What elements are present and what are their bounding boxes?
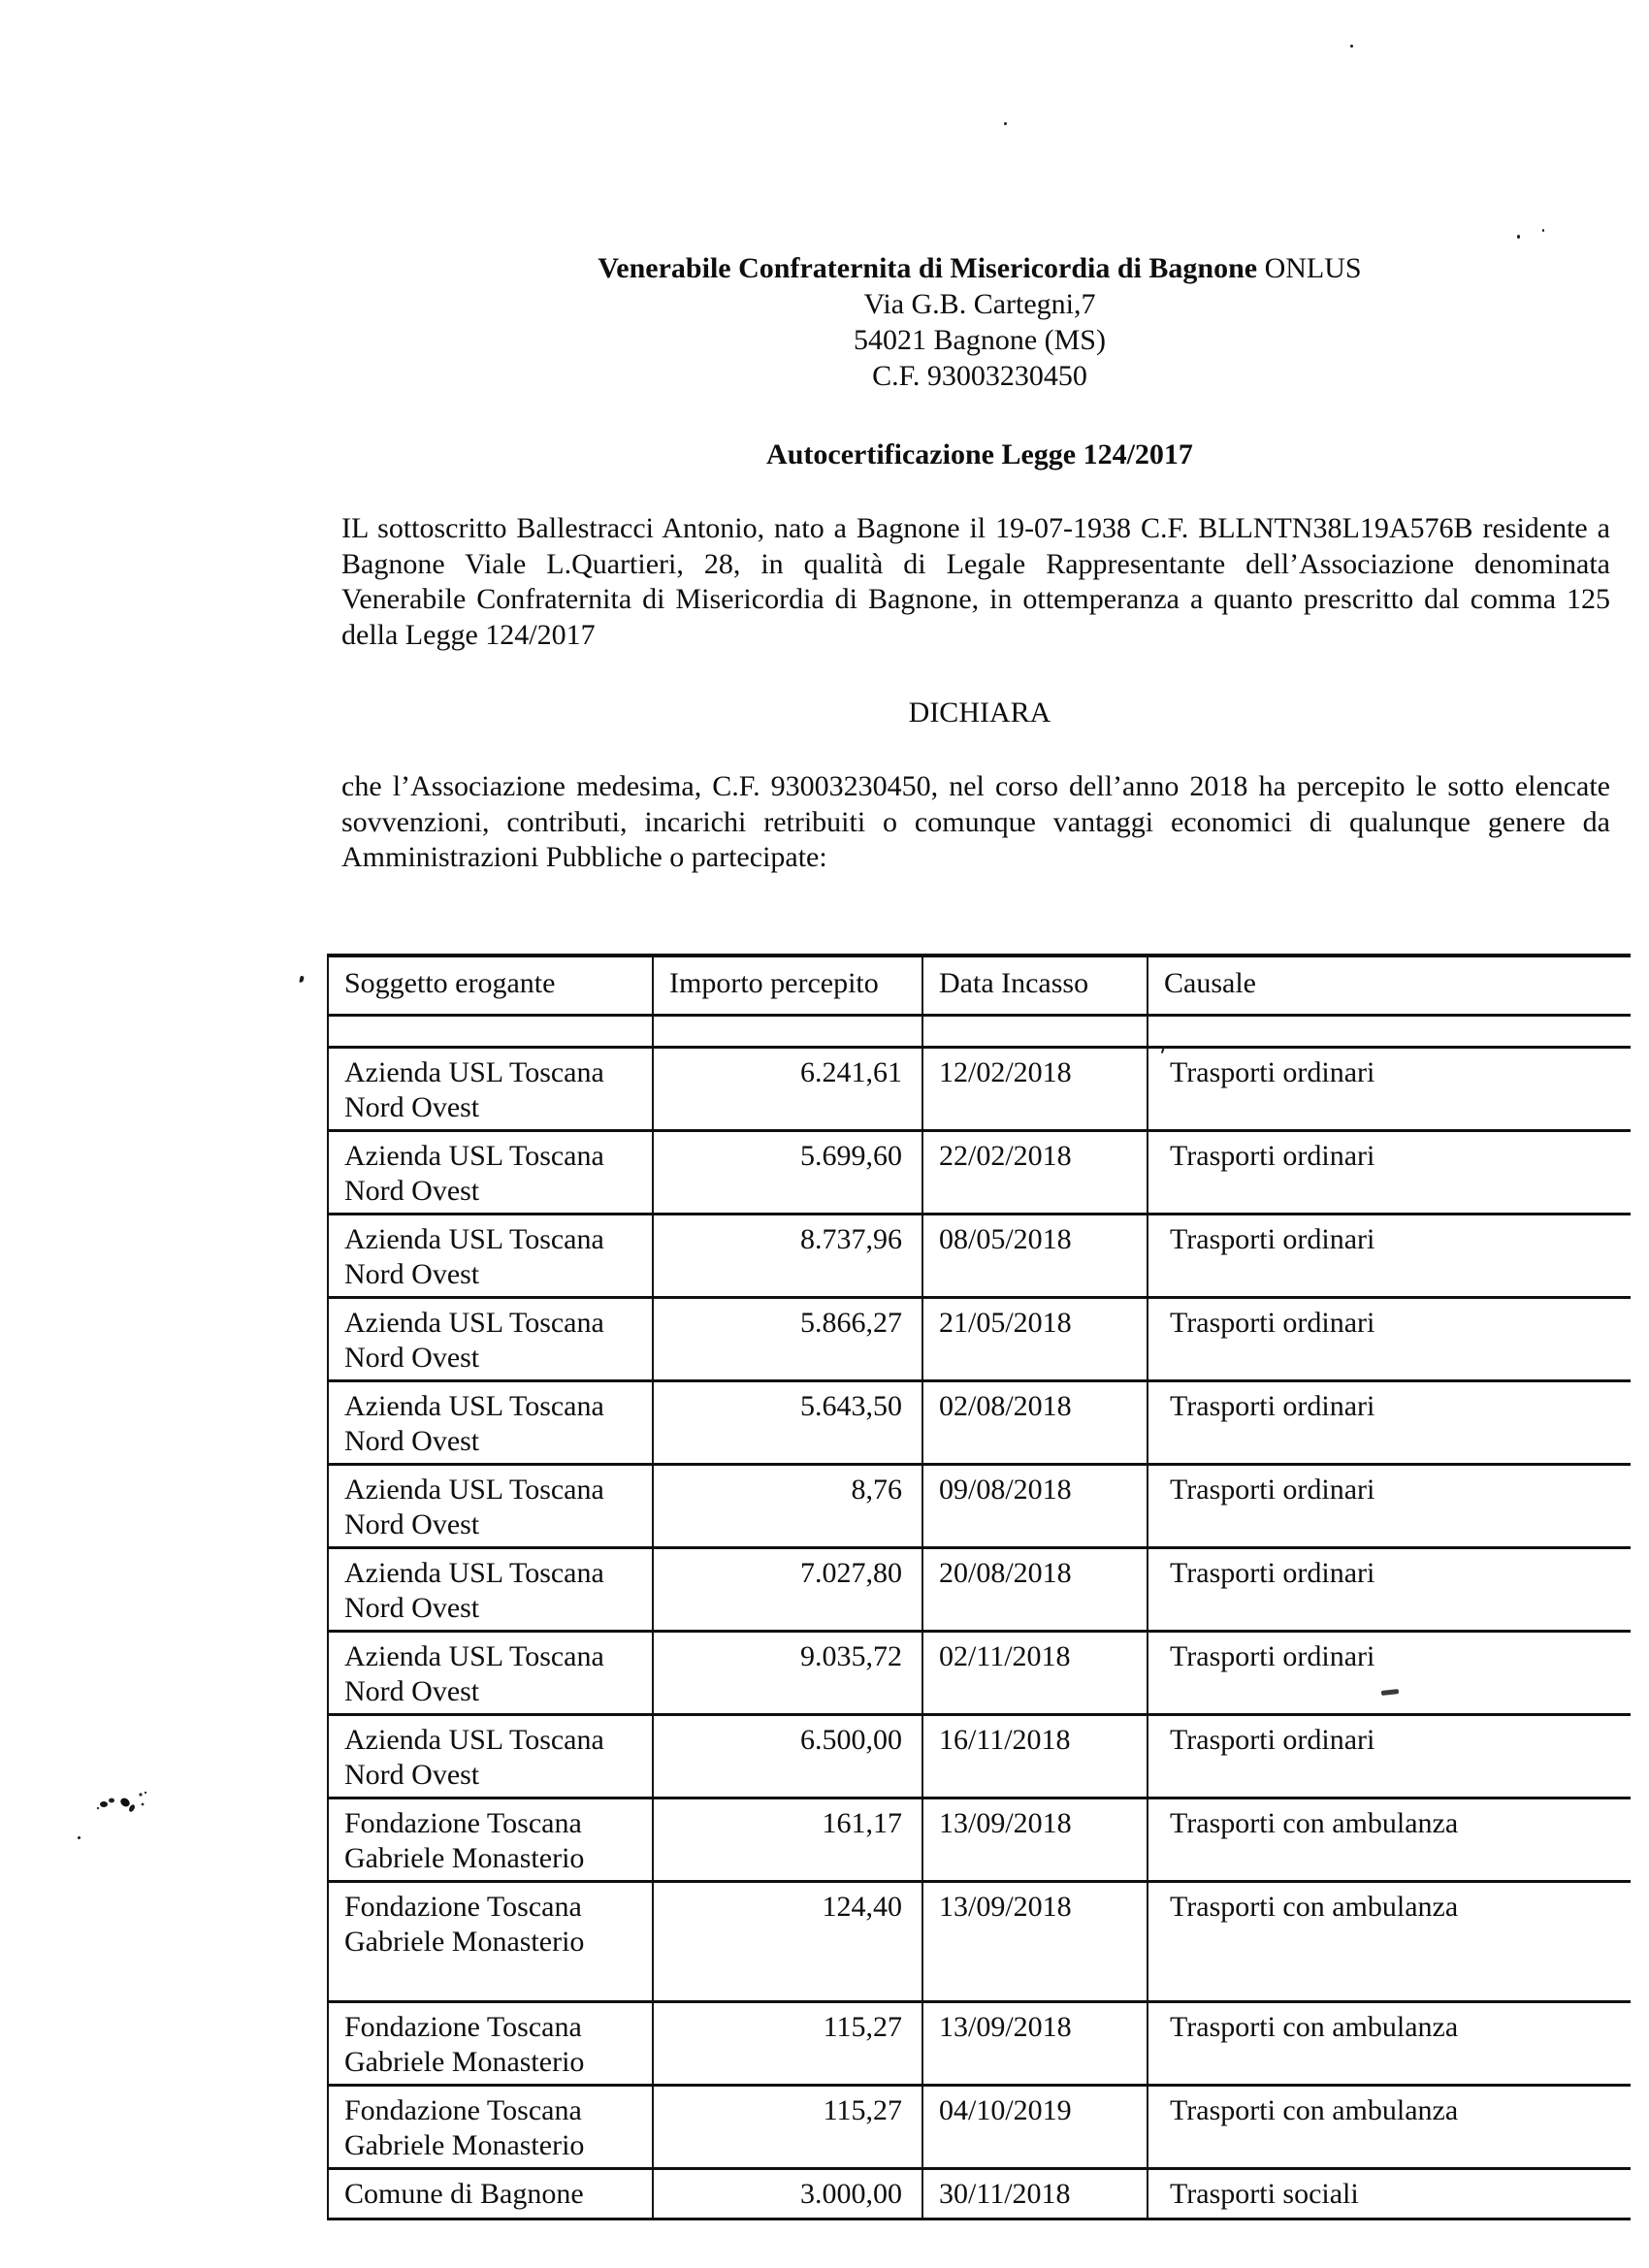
cell-importo-percepito: 8.737,96 xyxy=(653,1215,922,1298)
org-name-suffix: ONLUS xyxy=(1264,252,1362,284)
table-row xyxy=(328,1131,1631,1215)
scan-smudge xyxy=(92,1783,170,1818)
cell-importo-percepito: 6.500,00 xyxy=(653,1715,922,1798)
cell-soggetto-erogante: Fondazione Toscana Gabriele Monasterio xyxy=(328,1882,653,2002)
cell-importo-percepito: 3.000,00 xyxy=(653,2169,922,2219)
letterhead xyxy=(335,250,1625,394)
cell-data-incasso: 08/05/2018 xyxy=(922,1215,1148,1298)
col-header-soggetto-erogante: Soggetto erogante xyxy=(328,956,653,1016)
cell-causale: Trasporti ordinari xyxy=(1148,1715,1631,1798)
cell-data-incasso: 02/08/2018 xyxy=(922,1381,1148,1465)
cell-soggetto-erogante: Comune di Bagnone xyxy=(328,2169,653,2219)
cell-causale: Trasporti ordinari xyxy=(1148,1298,1631,1381)
cell-causale: Trasporti sociali xyxy=(1148,2169,1631,2219)
cell-soggetto-erogante: Fondazione Toscana Gabriele Monasterio xyxy=(328,1798,653,1882)
cell-importo-percepito: 5.699,60 xyxy=(653,1131,922,1215)
org-name-bold: Venerabile Confraternita di Misericordia di Bagnone xyxy=(598,252,1258,284)
cell-importo-percepito: 7.027,80 xyxy=(653,1548,922,1632)
declaration-heading: DICHIARA xyxy=(908,697,1051,729)
table-header-row xyxy=(328,956,1631,1016)
scan-artifact xyxy=(1350,45,1353,48)
intro-paragraph: IL sottoscritto Ballestracci Antonio, nato a Bagnone il 19-07-1938 C.F. BLLNTN38L19A576B residente a Bagnone Viale L.Quartieri, 28, in qualità di Legale Rappresentante dell’Associazione denominata Venerabile Confraternita di Misericordia di Bagnone, in ottemperanza a quanto prescritto dal comma 125 della Legge 124/2017 xyxy=(341,512,1610,651)
cell-causale: Trasporti ordinari xyxy=(1148,1131,1631,1215)
cell-importo-percepito: 115,27 xyxy=(653,2086,922,2169)
org-name xyxy=(335,250,1625,286)
cell-importo-percepito: 6.241,61 xyxy=(653,1048,922,1131)
col-header-causale: Causale xyxy=(1148,956,1631,1016)
cell-importo-percepito: 5.866,27 xyxy=(653,1298,922,1381)
cell-data-incasso: 21/05/2018 xyxy=(922,1298,1148,1381)
cell-importo-percepito: 5.643,50 xyxy=(653,1381,922,1465)
table-row xyxy=(328,2086,1631,2169)
cell-soggetto-erogante: Azienda USL Toscana Nord Ovest xyxy=(328,1632,653,1715)
cell-data-incasso: 09/08/2018 xyxy=(922,1465,1148,1548)
scan-artifact xyxy=(1542,229,1544,232)
cell-causale: Trasporti con ambulanza xyxy=(1148,2002,1631,2086)
cell-causale: Trasporti ordinari xyxy=(1148,1548,1631,1632)
table-row xyxy=(328,1632,1631,1715)
org-fiscal-code: C.F. 93003230450 xyxy=(872,360,1087,392)
table-body xyxy=(328,1016,1631,2219)
spacer-cell xyxy=(653,1016,922,1048)
spacer-row xyxy=(328,1016,1631,1048)
cell-causale: Trasporti ordinari xyxy=(1148,1632,1631,1715)
cell-soggetto-erogante: Azienda USL Toscana Nord Ovest xyxy=(328,1131,653,1215)
grants-table xyxy=(327,954,1631,2220)
cell-soggetto-erogante: Azienda USL Toscana Nord Ovest xyxy=(328,1548,653,1632)
scan-artifact xyxy=(1517,235,1520,239)
table-row xyxy=(328,1215,1631,1298)
org-address-line2: 54021 Bagnone (MS) xyxy=(854,324,1106,356)
cell-causale: Trasporti ordinari xyxy=(1148,1465,1631,1548)
cell-data-incasso: 16/11/2018 xyxy=(922,1715,1148,1798)
table-row xyxy=(328,1882,1631,2002)
cell-soggetto-erogante: Azienda USL Toscana Nord Ovest xyxy=(328,1381,653,1465)
cell-data-incasso: 13/09/2018 xyxy=(922,1882,1148,2002)
cell-causale: Trasporti con ambulanza xyxy=(1148,1882,1631,2002)
cell-soggetto-erogante: Azienda USL Toscana Nord Ovest xyxy=(328,1715,653,1798)
cell-importo-percepito: 161,17 xyxy=(653,1798,922,1882)
cell-causale: Trasporti con ambulanza xyxy=(1148,1798,1631,1882)
cell-data-incasso: 30/11/2018 xyxy=(922,2169,1148,2219)
cell-importo-percepito: 115,27 xyxy=(653,2002,922,2086)
table-row xyxy=(328,1548,1631,1632)
table-row xyxy=(328,2169,1631,2219)
cell-causale: Trasporti ordinari xyxy=(1148,1215,1631,1298)
cell-data-incasso: 13/09/2018 xyxy=(922,1798,1148,1882)
spacer-cell xyxy=(1148,1016,1631,1048)
declaration-paragraph: che l’Associazione medesima, C.F. 93003230450, nel corso dell’anno 2018 ha percepito le sotto elencate sovvenzioni, contributi, incarichi retribuiti o comunque vantaggi economici di qualunque genere da Amministrazioni Pubbliche o partecipate: xyxy=(341,770,1610,873)
document-title: Autocertificazione Legge 124/2017 xyxy=(766,438,1193,470)
cell-data-incasso: 22/02/2018 xyxy=(922,1131,1148,1215)
table-row xyxy=(328,2002,1631,2086)
table-row xyxy=(328,1381,1631,1465)
cell-data-incasso: 13/09/2018 xyxy=(922,2002,1148,2086)
org-address-line1: Via G.B. Cartegni,7 xyxy=(863,288,1096,320)
cell-causale: Trasporti con ambulanza xyxy=(1148,2086,1631,2169)
spacer-cell xyxy=(328,1016,653,1048)
scan-artifact xyxy=(299,976,304,984)
table-row xyxy=(328,1298,1631,1381)
cell-soggetto-erogante: Azienda USL Toscana Nord Ovest xyxy=(328,1048,653,1131)
col-header-data-incasso: Data Incasso xyxy=(922,956,1148,1016)
cell-soggetto-erogante: Azienda USL Toscana Nord Ovest xyxy=(328,1465,653,1548)
cell-importo-percepito: 124,40 xyxy=(653,1882,922,2002)
cell-data-incasso: 12/02/2018 xyxy=(922,1048,1148,1131)
spacer-cell xyxy=(922,1016,1148,1048)
table-row xyxy=(328,1715,1631,1798)
cell-data-incasso: 04/10/2019 xyxy=(922,2086,1148,2169)
scan-artifact xyxy=(78,1836,81,1839)
cell-causale: Trasporti ordinari xyxy=(1148,1381,1631,1465)
col-header-importo-percepito: Importo percepito xyxy=(653,956,922,1016)
cell-data-incasso: 02/11/2018 xyxy=(922,1632,1148,1715)
cell-soggetto-erogante: Azienda USL Toscana Nord Ovest xyxy=(328,1215,653,1298)
cell-soggetto-erogante: Fondazione Toscana Gabriele Monasterio xyxy=(328,2086,653,2169)
table-row xyxy=(328,1048,1631,1131)
cell-importo-percepito: 8,76 xyxy=(653,1465,922,1548)
cell-importo-percepito: 9.035,72 xyxy=(653,1632,922,1715)
table-row xyxy=(328,1798,1631,1882)
cell-soggetto-erogante: Azienda USL Toscana Nord Ovest xyxy=(328,1298,653,1381)
cell-soggetto-erogante: Fondazione Toscana Gabriele Monasterio xyxy=(328,2002,653,2086)
table-row xyxy=(328,1465,1631,1548)
cell-causale: Trasporti ordinari xyxy=(1148,1048,1631,1131)
cell-data-incasso: 20/08/2018 xyxy=(922,1548,1148,1632)
scan-artifact xyxy=(1004,122,1007,125)
